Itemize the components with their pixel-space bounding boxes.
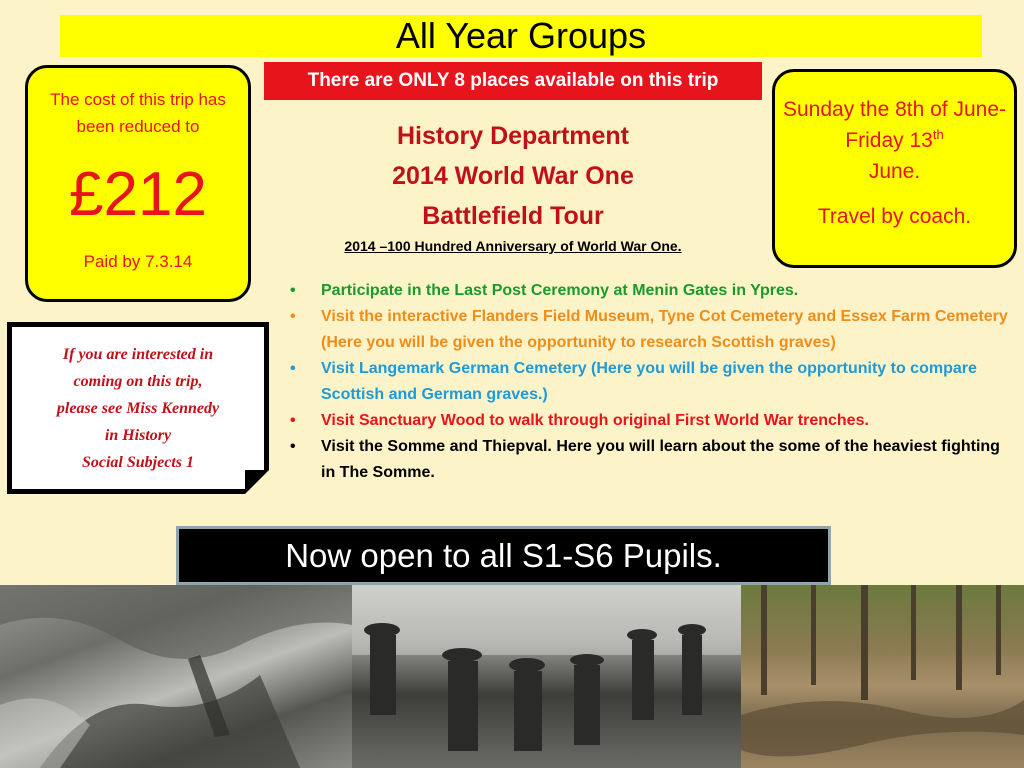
woodland-trenches-photo [741, 585, 1024, 768]
activity-item: • Visit Langemark German Cemetery (Here you will be given the opportunity to compare Scottish and German graves.) [290, 356, 1015, 408]
note-line-3: please see Miss Kennedy [56, 400, 220, 417]
note-line-2: coming on this trip, [73, 373, 203, 390]
heading-line-1: History Department [397, 122, 629, 150]
page-title: All Year Groups [60, 15, 982, 57]
activities-list [290, 278, 1015, 486]
cost-paid-by: Paid by 7.3.14 [83, 252, 193, 271]
note-line-5: Social Subjects 1 [81, 454, 194, 471]
page-curl-corner [245, 470, 269, 494]
places-notice: There are ONLY 8 places available on this trip [264, 62, 762, 100]
cost-text: The cost of this trip has been reduced to [50, 90, 226, 136]
activity-item: • Visit the Somme and Thiepval. Here you will learn about the some of the heaviest fighting in The Somme. [290, 434, 1015, 486]
trench-ruins-photo [0, 585, 352, 768]
trip-dates: Sunday the 8th of June-Friday 13th June. [783, 98, 1006, 183]
soldiers-image [352, 585, 741, 768]
soldiers-in-trench-photo [352, 585, 741, 768]
contact-note [7, 322, 269, 494]
anniversary-subheading: 2014 –100 Hundred Anniversary of World War One. [344, 238, 682, 254]
bullet-icon: • [290, 438, 296, 455]
heading-line-3: Battlefield Tour [422, 202, 604, 230]
note-line-4: in History [104, 427, 172, 444]
bullet-icon: • [290, 412, 296, 429]
activity-item: • Participate in the Last Post Ceremony at Menin Gates in Ypres. [290, 278, 1015, 304]
tour-heading [264, 116, 762, 236]
activity-item: • Visit Sanctuary Wood to walk through original First World War trenches. [290, 408, 1015, 434]
bullet-icon: • [290, 308, 296, 325]
dates-box [772, 69, 1017, 268]
woodland-image [741, 585, 1024, 768]
bullet-icon: • [290, 282, 296, 299]
heading-line-2: 2014 World War One [392, 162, 634, 190]
bullet-icon: • [290, 360, 296, 377]
trench-ruins-image [0, 585, 352, 768]
travel-method: Travel by coach. [817, 205, 972, 228]
note-line-1: If you are interested in [62, 346, 214, 363]
open-to-all-banner: Now open to all S1-S6 Pupils. [176, 526, 831, 585]
cost-price: £212 [69, 160, 207, 229]
cost-box [25, 65, 251, 302]
activity-item: • Visit the interactive Flanders Field Museum, Tyne Cot Cemetery and Essex Farm Cemetery (Here you will be given the opportunity to research Scottish graves) [290, 304, 1015, 356]
